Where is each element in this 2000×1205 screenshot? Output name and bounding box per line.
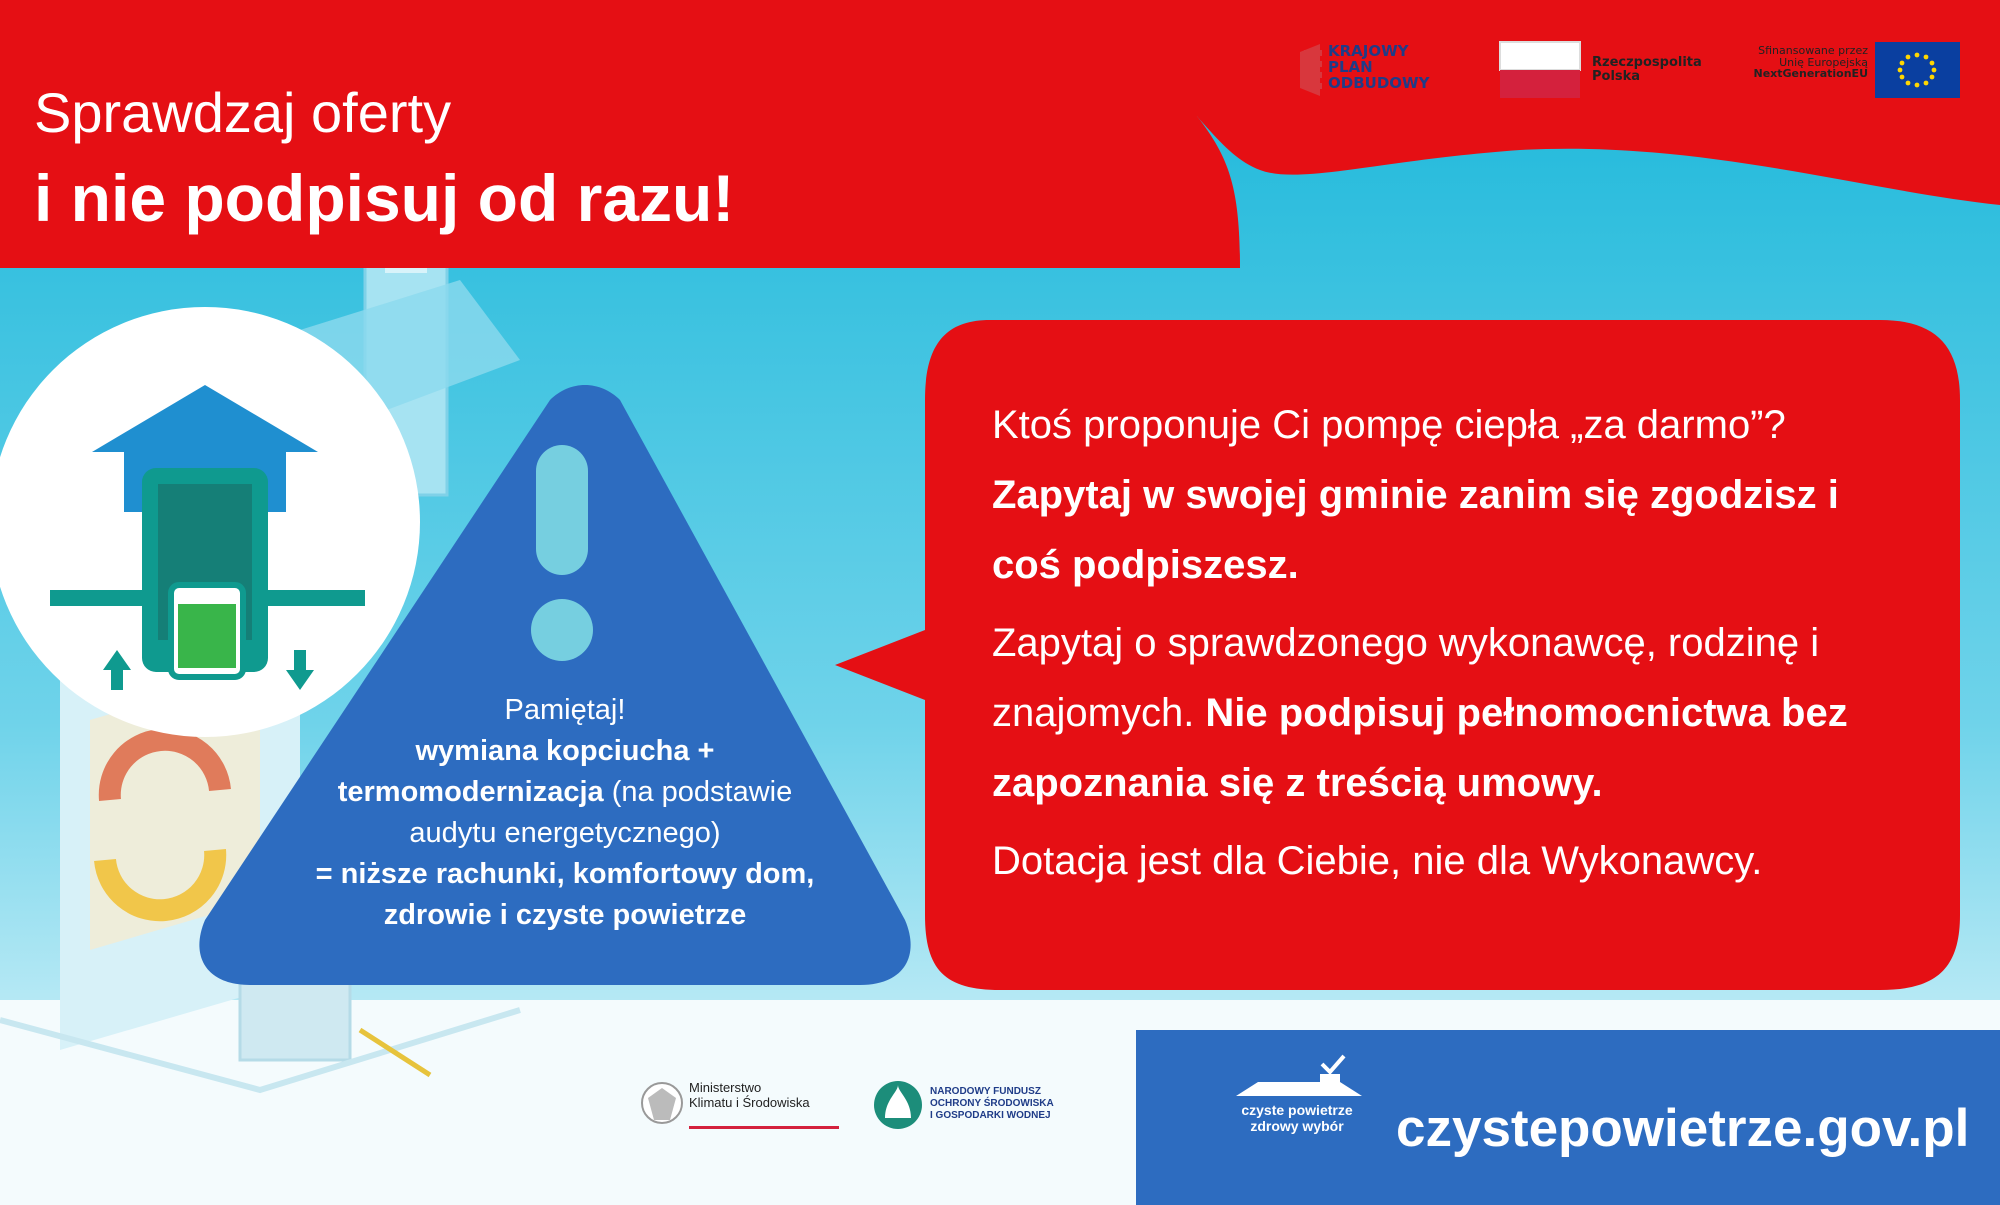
header-subtitle: Sprawdzaj oferty xyxy=(34,81,452,144)
bubble-paragraph-2: Zapytaj o sprawdzonego wykonawcę, rodzinę i znajomych. Nie podpisuj pełnomocnictwa bez zapoznania się z treścią umowy. xyxy=(992,621,1848,805)
bubble-text xyxy=(992,390,1892,904)
czyste-powietrze-logo-text: czyste powietrze zdrowy wybór xyxy=(1241,1102,1353,1134)
polish-flag xyxy=(1500,42,1580,98)
kpo-logo xyxy=(1300,44,1322,96)
eu-logo-text: Sfinansowane przez Unię Europejską NextGenerationEU xyxy=(1753,44,1868,81)
website-link[interactable]: czystepowietrze.gov.pl xyxy=(1396,1099,1970,1158)
kpo-logo-text: KRAJOWY PLAN ODBUDOWY xyxy=(1328,42,1430,92)
bubble-paragraph-3: Dotacja jest dla Ciebie, nie dla Wykonawcy. xyxy=(992,839,1763,883)
ministry-logo-text: Ministerstwo Klimatu i Środowiska xyxy=(689,1080,810,1110)
eu-flag xyxy=(1875,42,1960,98)
bubble-paragraph-1: Ktoś proponuje Ci pompę ciepła „za darmo”? Zapytaj w swojej gminie zanim się zgodzisz i coś podpiszesz. xyxy=(992,403,1839,587)
rp-logo-text: Rzeczpospolita Polska xyxy=(1592,55,1702,84)
header-title: i nie podpisuj od razu! xyxy=(34,161,735,235)
nfosigw-logo-text: NARODOWY FUNDUSZ OCHRONY ŚRODOWISKA I GOSPODARKI WODNEJ xyxy=(930,1086,1054,1121)
warning-text: Pamiętaj! wymiana kopciucha + termomodernizacja (na podstawie audytu energetycznego) = niższe rachunki, komfortowy dom, zdrowie i czyste powietrze xyxy=(315,694,815,931)
nfosigw-logo xyxy=(874,1081,922,1129)
